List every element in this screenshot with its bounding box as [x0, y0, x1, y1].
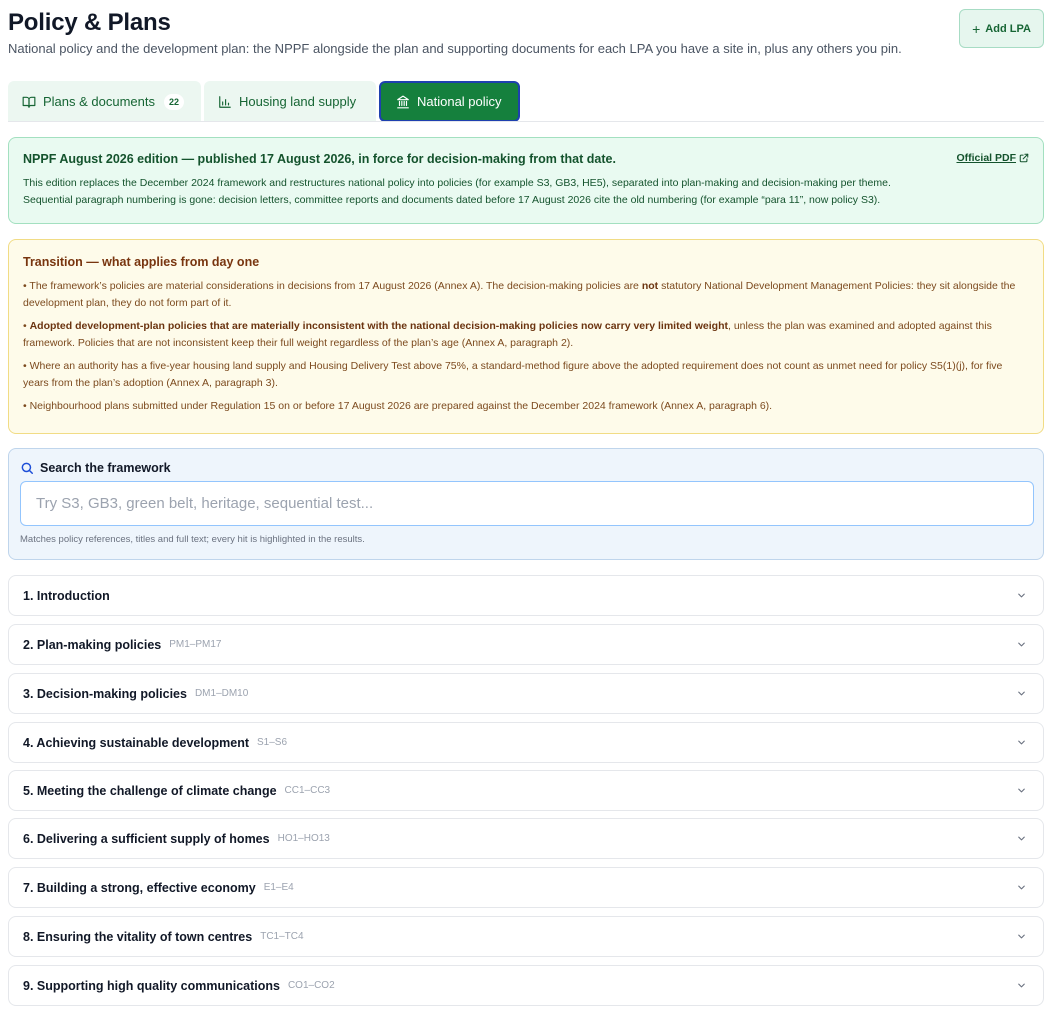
section-range: E1–E4	[263, 882, 294, 893]
chevron-down-icon	[1016, 833, 1027, 844]
search-input[interactable]	[20, 481, 1034, 526]
tab-plans-documents[interactable]	[8, 81, 201, 122]
section-economy[interactable]	[8, 867, 1044, 908]
tab-label: Plans & documents	[43, 94, 156, 109]
add-lpa-button[interactable]	[959, 9, 1044, 48]
section-town-centres[interactable]	[8, 916, 1044, 957]
official-pdf-label: Official PDF	[956, 152, 1016, 164]
notice-title: NPPF August 2026 edition — published 17 August 2026, in force for decision-making from that date.	[23, 152, 616, 166]
section-plan-making[interactable]	[8, 624, 1044, 665]
external-link-icon	[1019, 153, 1029, 163]
section-decision-making[interactable]	[8, 673, 1044, 714]
transition-bullet: • Neighbourhood plans submitted under Regulation 15 on or before 17 August 2026 are prepared against the December 2024 framework (Annex A, paragraph 6).	[23, 400, 773, 412]
chevron-down-icon	[1016, 785, 1027, 796]
section-sustainable-development[interactable]	[8, 722, 1044, 763]
section-range: S1–S6	[257, 737, 288, 748]
tab-label: Housing land supply	[239, 94, 357, 109]
count-badge: 22	[164, 94, 184, 110]
section-title: 8. Ensuring the vitality of town centres	[23, 929, 253, 944]
search-icon	[20, 461, 34, 475]
transition-bullet: • Where an authority has a five-year housing land supply and Housing Delivery Test above 75%, a standard-method figure above the adopted requirement does not count as unmet need for policy S5(1)(j), for five years from the plan’s adoption (Annex A, paragraph 3).	[23, 360, 1003, 389]
transition-title: Transition — what applies from day one	[23, 255, 260, 269]
section-title: 4. Achieving sustainable development	[23, 735, 249, 750]
chevron-down-icon	[1016, 737, 1027, 748]
page-subtitle: National policy and the development plan: the NPPF alongside the plan and supporting documents for each LPA you have a site in, plus any others you pin.	[8, 41, 902, 56]
section-title: 6. Delivering a sufficient supply of homes	[23, 831, 270, 846]
notice-line: This edition replaces the December 2024 framework and restructures national policy into policies (for example S3, GB3, HE5), separated into plan-making and decision-making per theme.	[23, 177, 891, 189]
chevron-down-icon	[1016, 931, 1027, 942]
search-panel	[8, 448, 1044, 560]
chevron-down-icon	[1016, 590, 1027, 601]
notice-line: Sequential paragraph numbering is gone: decision letters, committee reports and documents dated before 17 August 2026 cite the old numbering (for example “para 11”, now policy S3).	[23, 194, 881, 206]
section-range: HO1–HO13	[277, 833, 330, 844]
chevron-down-icon	[1016, 688, 1027, 699]
section-title: 3. Decision-making policies	[23, 686, 187, 701]
section-range: DM1–DM10	[194, 688, 249, 699]
section-range: CC1–CC3	[284, 785, 331, 796]
section-supply-of-homes[interactable]	[8, 818, 1044, 859]
search-label	[20, 461, 1032, 475]
section-title: 1. Introduction	[23, 588, 110, 603]
transition-bullet: • Adopted development-plan policies that are materially inconsistent with the national decision-making policies now carry very limited weight, unless the plan was examined and adopted against this framework. Policies that are not inconsistent keep their full weight regardless of the plan’s age (Annex A, paragraph 2).	[23, 320, 992, 349]
book-icon	[22, 95, 36, 109]
chevron-down-icon	[1016, 980, 1027, 991]
section-title: 9. Supporting high quality communications	[23, 978, 280, 993]
add-lpa-label: Add LPA	[985, 22, 1031, 35]
section-title: 7. Building a strong, effective economy	[23, 880, 256, 895]
section-range: TC1–TC4	[260, 931, 304, 942]
search-hint: Matches policy references, titles and full text; every hit is highlighted in the results.	[20, 534, 365, 545]
landmark-icon	[396, 95, 410, 109]
tab-housing-land-supply[interactable]	[204, 81, 376, 122]
page-title: Policy & Plans	[8, 9, 171, 36]
bar-chart-icon	[218, 95, 232, 109]
chevron-down-icon	[1016, 882, 1027, 893]
section-range: PM1–PM17	[169, 639, 222, 650]
tab-bar	[8, 81, 520, 122]
tab-label: National policy	[417, 94, 502, 109]
transition-bullet: • The framework’s policies are material considerations in decisions from 17 August 2026 (Annex A). The decision-making policies are not statutory National Development Management Policies: they sit alongside the development plan, they do not form part of it.	[23, 280, 1016, 309]
section-introduction[interactable]	[8, 575, 1044, 616]
edition-notice	[8, 137, 1044, 224]
tabs-divider	[8, 121, 1044, 122]
section-climate-change[interactable]	[8, 770, 1044, 811]
section-range: CO1–CO2	[287, 980, 335, 991]
chevron-down-icon	[1016, 639, 1027, 650]
plus-icon: +	[972, 20, 981, 37]
official-pdf-link[interactable]	[956, 152, 1029, 164]
search-label-text: Search the framework	[40, 461, 171, 475]
transition-panel	[8, 239, 1044, 434]
notice-body	[23, 175, 1029, 209]
tab-national-policy[interactable]	[379, 81, 520, 122]
section-title: 5. Meeting the challenge of climate change	[23, 783, 277, 798]
section-title: 2. Plan-making policies	[23, 637, 162, 652]
section-communications[interactable]	[8, 965, 1044, 1006]
